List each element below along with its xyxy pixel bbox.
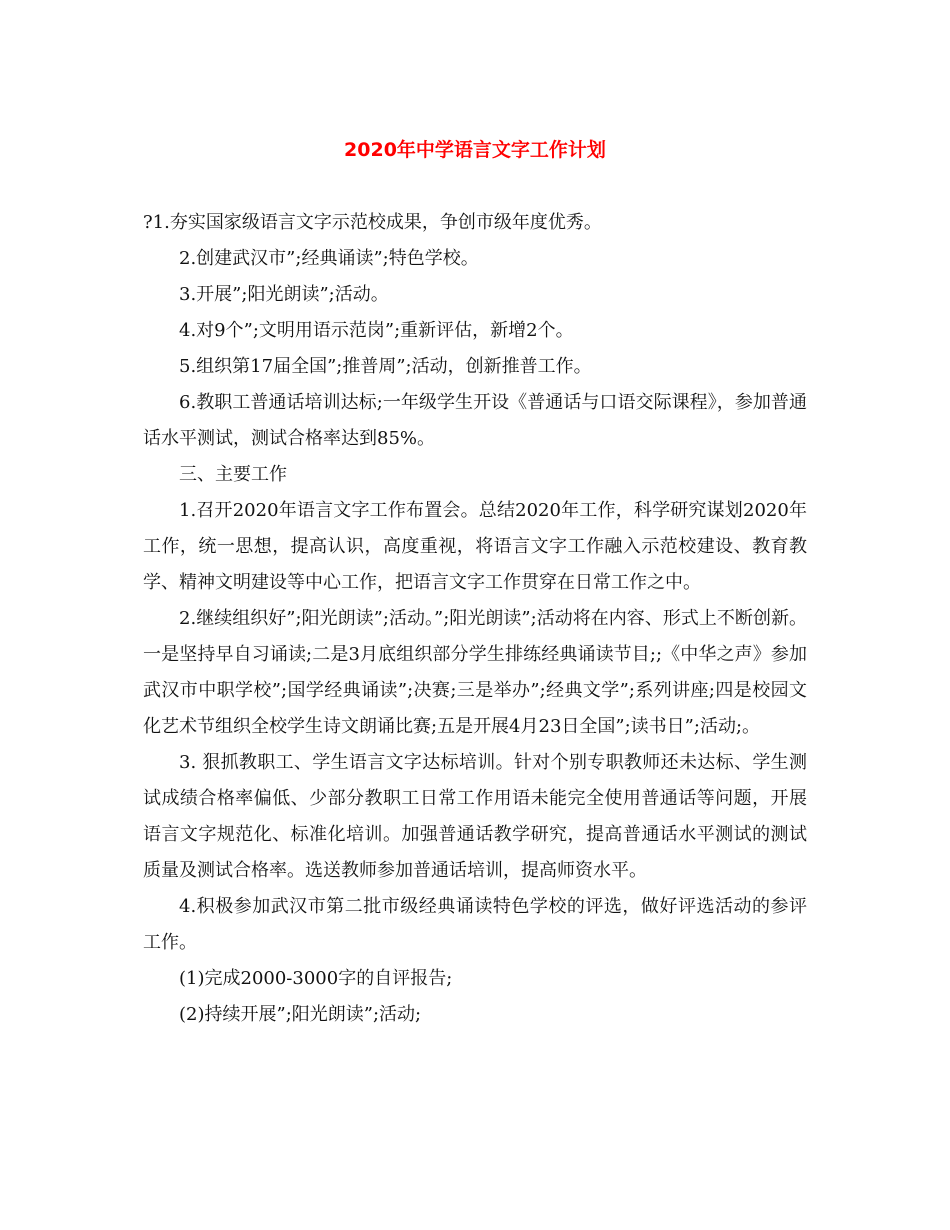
- paragraph-goal-6: 6.教职工普通话培训达标;一年级学生开设《普通话与口语交际课程》，参加普通话水平测试，测试合格率达到85%。: [143, 392, 807, 449]
- paragraph-work-3: 3. 狠抓教职工、学生语言文字达标培训。针对个别专职教师还未达标、学生测试成绩合格率偏低、少部分教职工日常工作用语未能完全使用普通话等问题，开展语言文字规范化、标准化培训。加强普通话教学研究，提高普通话水平测试的测试质量及测试合格率。选送教师参加普通话培训，提高师资水平。: [143, 752, 807, 881]
- section-heading-main-work: 三、主要工作: [179, 464, 287, 485]
- paragraph-work-4-item-1: (1)完成2000-3000字的自评报告;: [179, 968, 453, 989]
- paragraph-work-4-item-2: (2)持续开展”;阳光朗读”;活动;: [179, 1004, 422, 1025]
- paragraph-work-1: 1.召开2020年语言文字工作布置会。总结2020年工作，科学研究谋划2020年工作，统一思想，提高认识，高度重视，将语言文字工作融入示范校建设、教育教学、精神文明建设等中心工作，把语言文字工作贯穿在日常工作之中。: [143, 500, 807, 593]
- paragraph-goal-1: ?1.夯实国家级语言文字示范校成果，争创市级年度优秀。: [143, 212, 602, 233]
- document-body: [143, 205, 807, 1033]
- paragraph-goal-3: 3.开展”;阳光朗读”;活动。: [179, 284, 389, 305]
- document-title: 2020年中学语言文字工作计划: [344, 139, 606, 161]
- paragraph-work-2: 2.继续组织好”;阳光朗读”;活动。”;阳光朗读”;活动将在内容、形式上不断创新。一是坚持早自习诵读;二是3月底组织部分学生排练经典诵读节目;;《中华之声》参加武汉市中职学校”;国学经典诵读”;决赛;三是举办”;经典文学”;系列讲座;四是校园文化艺术节组织全校学生诗文朗诵比赛;五是开展4月23日全国”;读书日”;活动;。: [143, 608, 807, 737]
- paragraph-goal-2: 2.创建武汉市”;经典诵读”;特色学校。: [179, 248, 479, 269]
- paragraph-work-4: 4.积极参加武汉市第二批市级经典诵读特色学校的评选，做好评选活动的参评工作。: [143, 896, 807, 953]
- paragraph-goal-5: 5.组织第17届全国”;推普周”;活动，创新推普工作。: [179, 356, 592, 377]
- paragraph-goal-4: 4.对9个”;文明用语示范岗”;重新评估，新增2个。: [179, 320, 574, 341]
